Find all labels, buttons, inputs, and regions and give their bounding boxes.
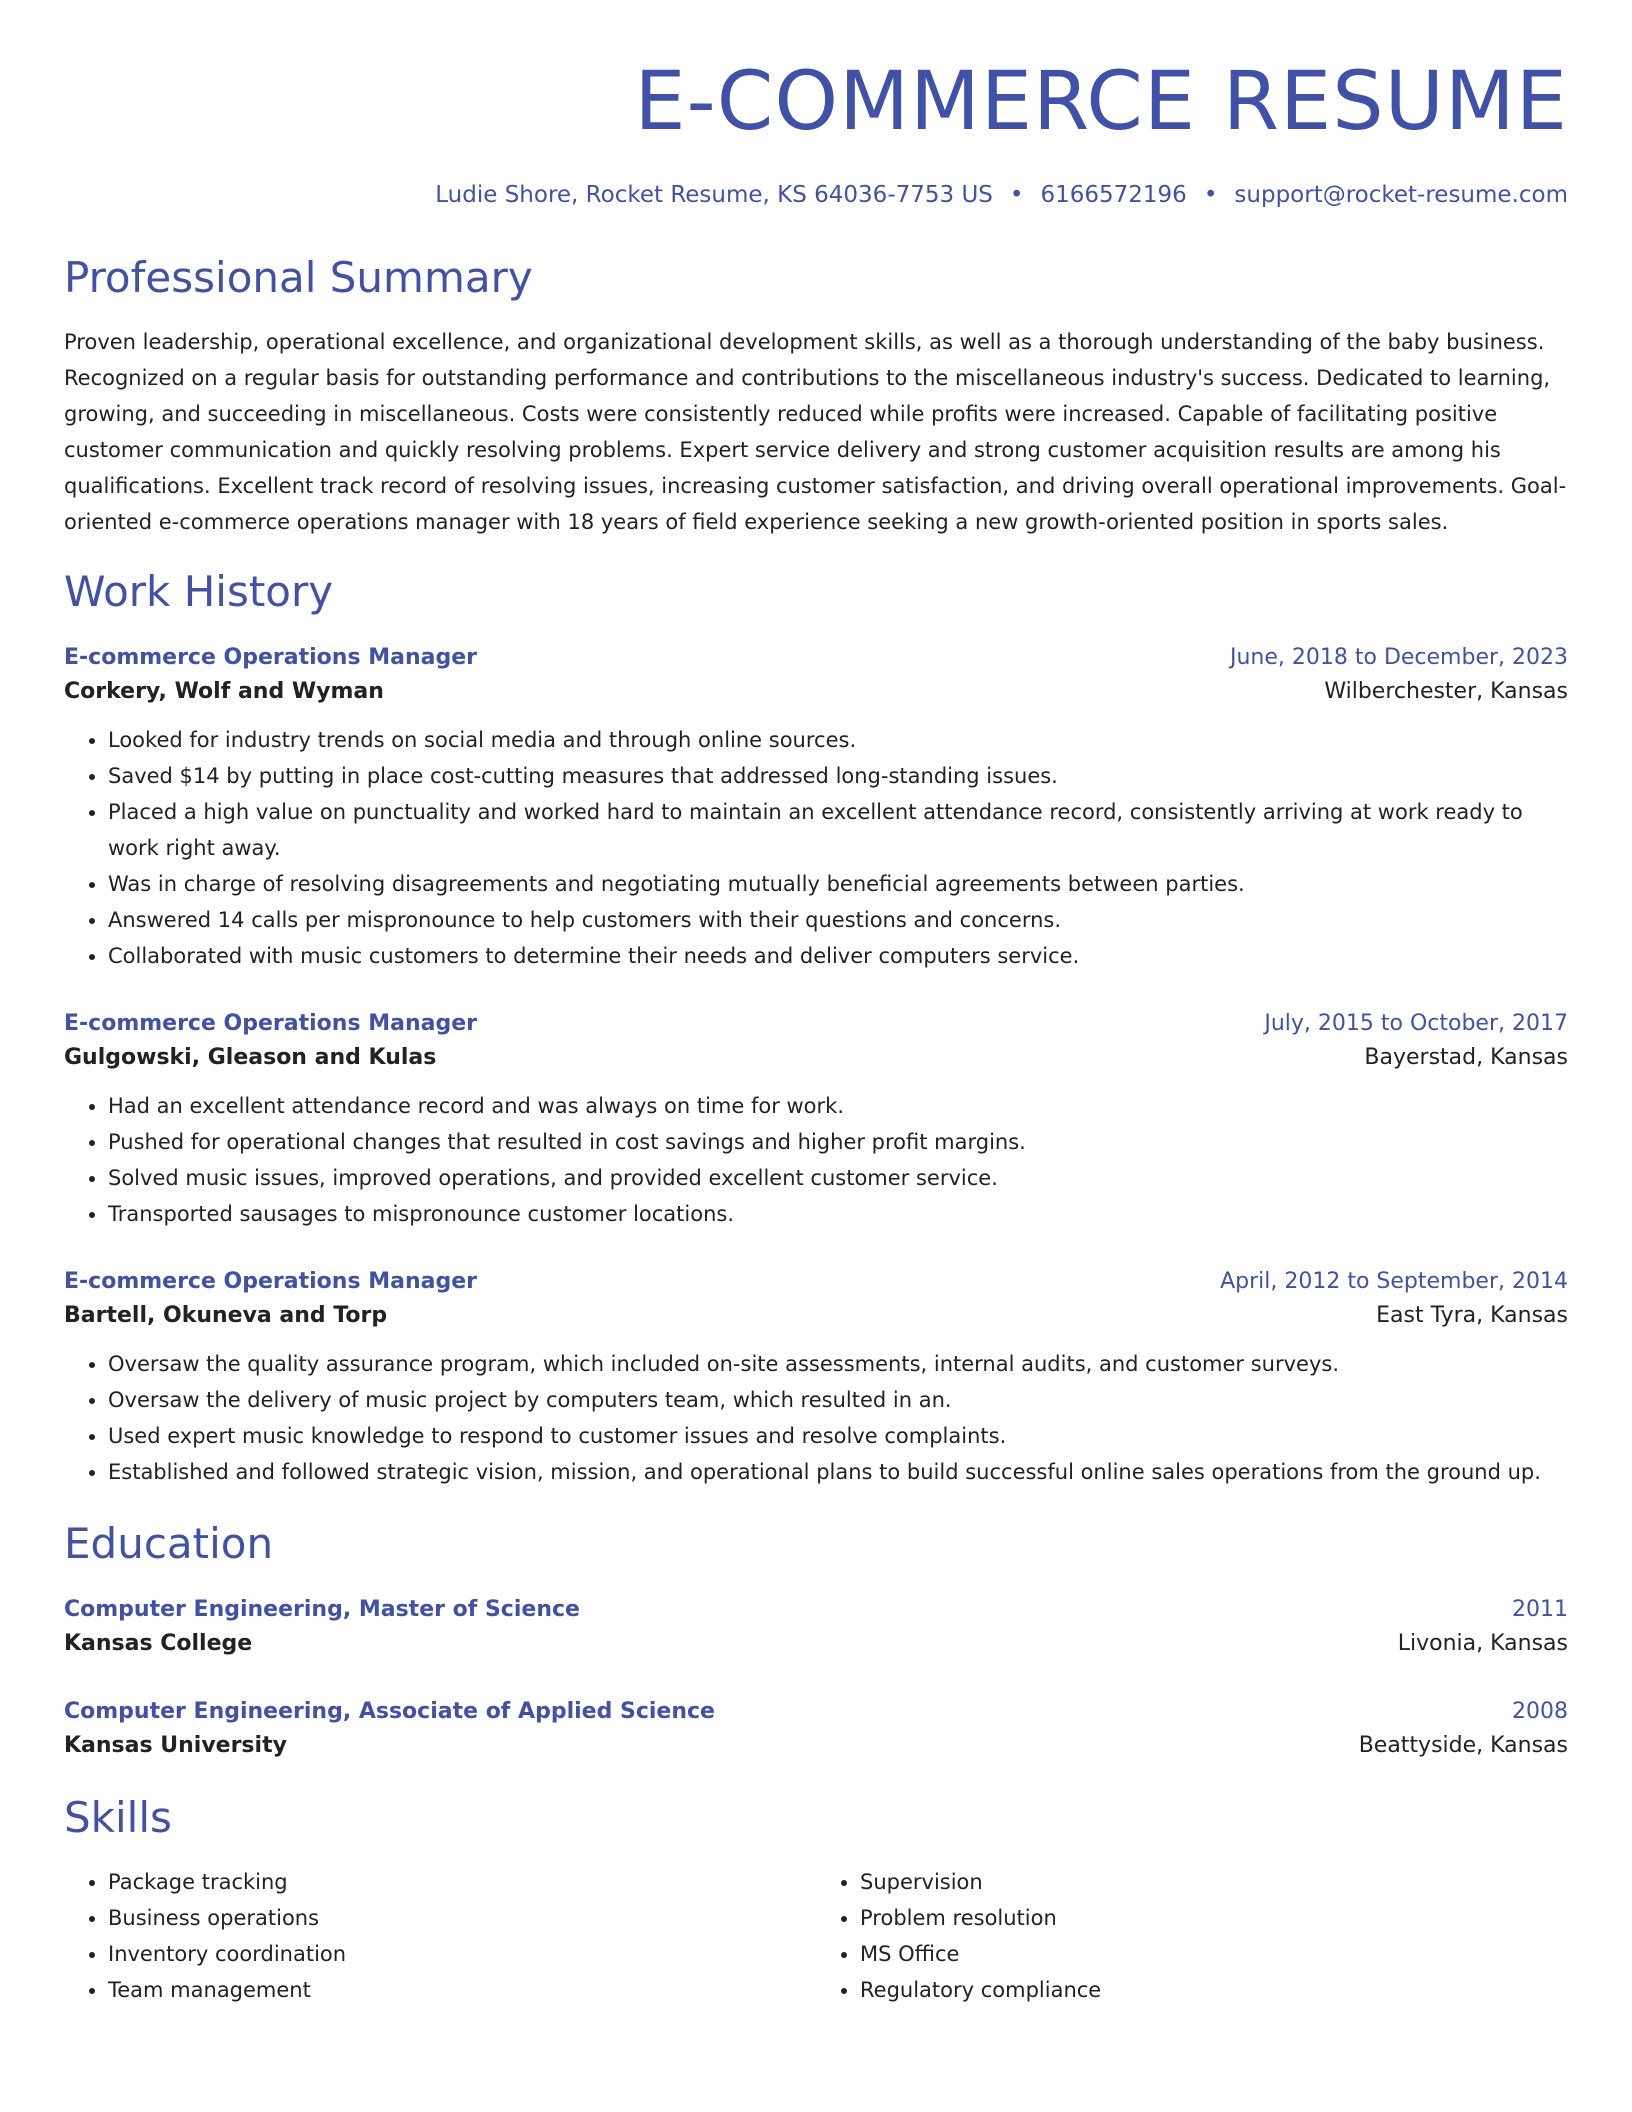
contact-phone: 6166572196	[1040, 182, 1187, 208]
job-bullet: • Was in charge of resolving disagreements and negotiating mutually beneficial agreements between parties.	[108, 866, 1568, 902]
job-company: Bartell, Okuneva and Torp	[64, 1303, 388, 1328]
work-history-heading: Work History	[64, 567, 334, 616]
skill-item: • Problem resolution	[860, 1900, 1568, 1936]
job-bullet: • Used expert music knowledge to respond to customer issues and resolve complaints.	[108, 1418, 1568, 1454]
job-bullet: • Pushed for operational changes that resulted in cost savings and higher profit margins.	[108, 1124, 1568, 1160]
job-company: Corkery, Wolf and Wyman	[64, 679, 384, 704]
education-entry	[64, 1594, 1568, 1662]
job-bullet: • Oversaw the delivery of music project by computers team, which resulted in an.	[108, 1382, 1568, 1418]
job-bullets	[64, 1346, 1568, 1490]
skill-item: • Package tracking	[108, 1864, 816, 1900]
job-location: Wilberchester, Kansas	[1324, 679, 1568, 704]
education-school: Kansas University	[64, 1733, 287, 1758]
job-dates: April, 2012 to September, 2014	[1220, 1269, 1568, 1294]
job-role: E-commerce Operations Manager	[64, 1269, 477, 1294]
contact-separator: •	[1009, 182, 1024, 208]
job-bullet: • Established and followed strategic vision, mission, and operational plans to build successful online sales operations from the ground up.	[108, 1454, 1568, 1490]
skill-item: • Regulatory compliance	[860, 1972, 1568, 2008]
summary-text: Proven leadership, operational excellence, and organizational development skills, as well as a thorough understanding of the baby business. Recognized on a regular basis for outstanding performance and contributions to the miscellaneous industry's success. Dedicated to learning, growing, and succeeding in miscellaneous. Costs were consistently reduced while profits were increased. Capable of facilitating positive customer communication and quickly resolving problems. Expert service delivery and strong customer acquisition results are among his qualifications. Excellent track record of resolving issues, increasing customer satisfaction, and driving overall operational improvements. Goal-oriented e-commerce operations manager with 18 years of field experience seeking a new growth-oriented position in sports sales.	[64, 330, 1567, 534]
education-year: 2011	[1512, 1597, 1568, 1622]
job-dates: July, 2015 to October, 2017	[1264, 1011, 1568, 1036]
job-bullet: • Answered 14 calls per mispronounce to help customers with their questions and concerns.	[108, 902, 1568, 938]
education-degree: Computer Engineering, Associate of Applied Science	[64, 1699, 715, 1724]
job-role: E-commerce Operations Manager	[64, 1011, 477, 1036]
job-bullet: • Had an excellent attendance record and was always on time for work.	[108, 1088, 1568, 1124]
skills-list	[64, 1864, 1568, 2008]
job-bullets	[64, 1088, 1568, 1232]
job-bullet: • Placed a high value on punctuality and worked hard to maintain an excellent attendance record, consistently arriving at work ready to work right away.	[108, 794, 1568, 866]
education-degree: Computer Engineering, Master of Science	[64, 1597, 580, 1622]
job-role: E-commerce Operations Manager	[64, 645, 477, 670]
skill-item: • Supervision	[860, 1864, 1568, 1900]
skill-item: • Business operations	[108, 1900, 816, 1936]
education-school: Kansas College	[64, 1631, 253, 1656]
job-bullet: • Looked for industry trends on social media and through online sources.	[108, 722, 1568, 758]
job-bullet: • Transported sausages to mispronounce customer locations.	[108, 1196, 1568, 1232]
skills-column-left	[64, 1864, 816, 2008]
education-entry	[64, 1696, 1568, 1764]
summary-heading: Professional Summary	[64, 253, 533, 302]
resume-title: E-COMMERCE RESUME	[634, 55, 1568, 149]
contact-email: support@rocket-resume.com	[1234, 182, 1568, 208]
contact-line	[64, 180, 1568, 210]
skills-heading: Skills	[64, 1793, 172, 1842]
job-entry	[64, 1266, 1568, 1490]
education-year: 2008	[1512, 1699, 1568, 1724]
job-location: Bayerstad, Kansas	[1364, 1045, 1568, 1070]
job-entry	[64, 642, 1568, 974]
job-company: Gulgowski, Gleason and Kulas	[64, 1045, 437, 1070]
job-bullet: • Saved $14 by putting in place cost-cutting measures that addressed long-standing issues.	[108, 758, 1568, 794]
skills-column-right	[816, 1864, 1568, 2008]
job-entry	[64, 1008, 1568, 1232]
job-bullets	[64, 722, 1568, 974]
contact-address: Ludie Shore, Rocket Resume, KS 64036-7753 US	[435, 182, 993, 208]
job-bullet: • Solved music issues, improved operations, and provided excellent customer service.	[108, 1160, 1568, 1196]
job-bullet: • Collaborated with music customers to determine their needs and deliver computers service.	[108, 938, 1568, 974]
skill-item: • Team management	[108, 1972, 816, 2008]
job-bullet: • Oversaw the quality assurance program, which included on-site assessments, internal audits, and customer surveys.	[108, 1346, 1568, 1382]
education-location: Beattyside, Kansas	[1358, 1733, 1568, 1758]
job-dates: June, 2018 to December, 2023	[1229, 645, 1568, 670]
resume-header	[64, 0, 1568, 210]
skill-item: • MS Office	[860, 1936, 1568, 1972]
contact-separator: •	[1203, 182, 1218, 208]
education-heading: Education	[64, 1519, 274, 1568]
skill-item: • Inventory coordination	[108, 1936, 816, 1972]
education-location: Livonia, Kansas	[1397, 1631, 1568, 1656]
job-location: East Tyra, Kansas	[1376, 1303, 1568, 1328]
